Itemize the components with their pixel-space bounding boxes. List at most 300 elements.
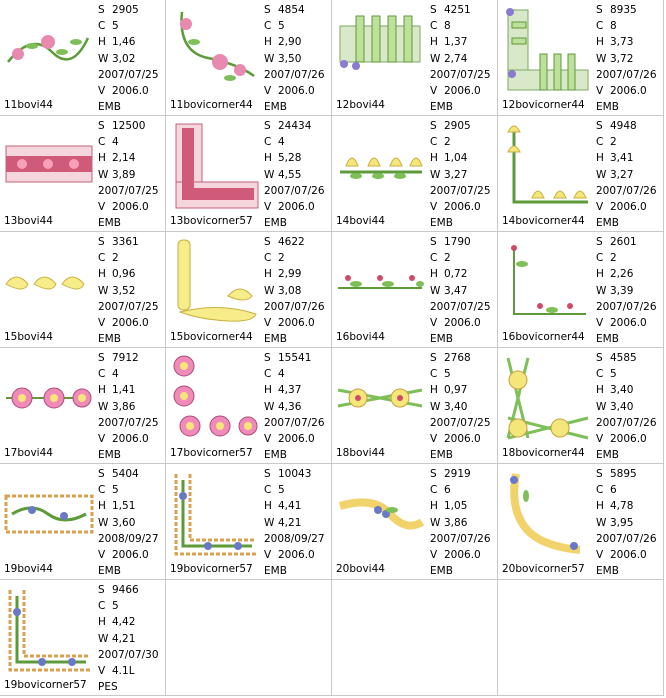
info-height [264, 498, 325, 514]
info-date [98, 647, 159, 663]
info-value: 2006.0 [112, 316, 149, 329]
info-value: 5 [610, 368, 617, 381]
info-colors [596, 366, 657, 382]
info-format [430, 447, 491, 463]
design-thumbnail[interactable] [2, 234, 94, 326]
info-colors [596, 134, 657, 150]
info-key: V [264, 200, 272, 213]
design-info [98, 118, 159, 231]
info-value: 5 [278, 484, 285, 497]
info-key: C [596, 252, 604, 265]
info-key: H [264, 384, 272, 397]
design-filename: 19bovicorner57 [4, 679, 87, 691]
design-thumbnail[interactable] [500, 466, 592, 558]
design-cell[interactable] [166, 348, 332, 464]
info-key: H [430, 500, 438, 513]
info-colors [98, 482, 159, 498]
info-value: 4622 [278, 236, 305, 248]
info-key: V [430, 200, 438, 213]
design-cell[interactable] [0, 116, 166, 232]
info-date [264, 531, 325, 547]
design-info [430, 234, 491, 347]
design-cell[interactable] [166, 116, 332, 232]
info-key: C [98, 136, 106, 149]
design-filename: 13bovicorner57 [170, 215, 253, 227]
info-key: H [264, 268, 272, 281]
info-version [98, 83, 159, 99]
info-value: 4,21 [278, 516, 302, 529]
design-thumbnail[interactable] [168, 234, 260, 326]
info-key: V [98, 548, 106, 561]
info-value: 2 [444, 136, 451, 149]
info-value: EMB [596, 101, 619, 114]
info-key: W [430, 52, 441, 65]
design-info [98, 350, 159, 463]
design-info [98, 2, 159, 115]
info-height [596, 34, 657, 50]
design-cell[interactable] [166, 0, 332, 116]
design-info [596, 2, 657, 115]
info-key: W [596, 284, 607, 297]
info-value: 3,73 [610, 36, 634, 49]
info-value: 2006.0 [444, 316, 481, 329]
info-colors [98, 18, 159, 34]
info-key: C [430, 368, 438, 381]
info-key: S [596, 468, 603, 480]
info-value: 3,40 [610, 400, 634, 413]
design-info [596, 350, 657, 463]
info-key: W [430, 516, 441, 529]
info-colors [430, 134, 491, 150]
info-value: 2006.0 [112, 432, 149, 445]
info-value: 2 [278, 252, 285, 265]
info-value: 3,41 [610, 152, 634, 165]
info-key: V [98, 316, 106, 329]
info-date [596, 415, 657, 431]
info-key: W [596, 168, 607, 181]
info-value: 2 [112, 252, 119, 265]
design-thumbnail[interactable] [334, 234, 426, 326]
info-key: W [596, 52, 607, 65]
info-width [430, 283, 491, 299]
design-cell[interactable] [332, 232, 498, 348]
info-version [596, 199, 657, 215]
info-key: V [596, 548, 604, 561]
info-value: 2006.0 [278, 548, 315, 561]
info-value: 2006.0 [278, 432, 315, 445]
info-stitches [430, 234, 491, 250]
info-format [98, 215, 159, 231]
info-value: 1,37 [444, 36, 468, 49]
design-info [596, 234, 657, 347]
design-cell[interactable] [0, 0, 166, 116]
design-thumbnail[interactable] [2, 118, 94, 210]
info-key: S [264, 468, 271, 480]
info-value: 4,21 [112, 632, 136, 645]
info-date [596, 299, 657, 315]
info-key: H [596, 500, 604, 513]
info-key: H [98, 500, 106, 513]
info-colors [430, 250, 491, 266]
info-colors [98, 250, 159, 266]
info-key: V [264, 548, 272, 561]
info-key: V [430, 548, 438, 561]
design-thumbnail[interactable] [500, 350, 592, 442]
info-stitches [430, 466, 491, 482]
info-date [430, 299, 491, 315]
design-thumbnail[interactable] [2, 2, 94, 94]
info-key: H [596, 268, 604, 281]
design-info [430, 466, 491, 579]
info-value: 2919 [444, 468, 471, 480]
info-key: H [264, 152, 272, 165]
design-info [264, 118, 325, 231]
info-stitches [430, 2, 491, 18]
info-value: 2006.0 [444, 84, 481, 97]
design-cell[interactable] [166, 464, 332, 580]
info-colors [264, 366, 325, 382]
design-cell[interactable] [332, 116, 498, 232]
info-value: 2905 [112, 4, 139, 16]
info-value: EMB [264, 565, 287, 578]
design-cell[interactable] [498, 0, 664, 116]
info-height [98, 34, 159, 50]
design-cell[interactable] [498, 116, 664, 232]
design-filename: 20bovi44 [336, 563, 385, 575]
info-value: 2007/07/25 [98, 184, 159, 197]
info-value: 4 [278, 136, 285, 149]
info-key: C [98, 484, 106, 497]
info-version [98, 199, 159, 215]
info-key: C [596, 136, 604, 149]
info-value: 4,42 [112, 616, 136, 629]
design-thumbnail[interactable] [334, 466, 426, 558]
info-value: 6 [610, 484, 617, 497]
info-value: 2006.0 [610, 84, 647, 97]
info-colors [430, 18, 491, 34]
info-value: 2006.0 [444, 548, 481, 561]
info-format [264, 331, 325, 347]
info-colors [264, 482, 325, 498]
info-value: EMB [430, 101, 453, 114]
info-key: V [596, 432, 604, 445]
info-date [430, 531, 491, 547]
info-key: V [596, 200, 604, 213]
info-value: 2006.0 [444, 200, 481, 213]
info-key: W [264, 400, 275, 413]
info-value: EMB [596, 217, 619, 230]
info-key: W [98, 52, 109, 65]
info-value: 5 [112, 600, 119, 613]
info-key: C [98, 20, 106, 33]
info-version [430, 83, 491, 99]
info-format [596, 215, 657, 231]
design-thumbnail[interactable] [334, 350, 426, 442]
info-value: 2006.0 [112, 200, 149, 213]
info-height [98, 382, 159, 398]
info-height [264, 150, 325, 166]
design-info [596, 118, 657, 231]
info-format [98, 563, 159, 579]
info-key: W [98, 168, 109, 181]
info-value: 3361 [112, 236, 139, 248]
info-value: 2,99 [278, 268, 302, 281]
info-stitches [98, 582, 159, 598]
design-thumbnail[interactable] [500, 2, 592, 94]
info-width [98, 399, 159, 415]
design-thumbnail[interactable] [500, 234, 592, 326]
info-value: 1,05 [444, 500, 468, 513]
info-colors [430, 366, 491, 382]
design-filename: 17bovicorner57 [170, 447, 253, 459]
info-height [98, 614, 159, 630]
design-info [264, 234, 325, 347]
design-info [98, 234, 159, 347]
info-value: 0,72 [444, 268, 468, 281]
design-filename: 16bovi44 [336, 331, 385, 343]
info-value: EMB [264, 101, 287, 114]
info-value: 2,14 [112, 152, 136, 165]
info-stitches [596, 466, 657, 482]
info-key: C [264, 484, 272, 497]
info-value: EMB [264, 449, 287, 462]
info-key: W [98, 516, 109, 529]
info-height [98, 498, 159, 514]
design-thumbnail[interactable] [2, 350, 94, 442]
info-key: H [596, 36, 604, 49]
design-filename: 18bovi44 [336, 447, 385, 459]
info-key: H [98, 268, 106, 281]
info-height [430, 34, 491, 50]
info-value: 2 [610, 136, 617, 149]
info-value: 2007/07/26 [596, 416, 657, 429]
info-version [98, 315, 159, 331]
info-key: W [264, 516, 275, 529]
info-value: 12500 [112, 120, 146, 132]
info-date [430, 183, 491, 199]
info-height [596, 266, 657, 282]
info-value: 3,50 [278, 52, 302, 65]
design-cell[interactable] [0, 348, 166, 464]
design-thumbnail[interactable] [168, 118, 260, 210]
design-filename: 19bovicorner57 [170, 563, 253, 575]
design-cell[interactable] [498, 464, 664, 580]
info-value: 24434 [278, 120, 312, 132]
design-thumbnail[interactable] [334, 2, 426, 94]
design-cell[interactable] [0, 580, 166, 696]
design-filename: 11bovicorner44 [170, 99, 253, 111]
info-version [264, 431, 325, 447]
design-cell[interactable] [0, 464, 166, 580]
info-key: H [430, 384, 438, 397]
info-width [98, 51, 159, 67]
info-colors [264, 18, 325, 34]
info-key: W [430, 168, 441, 181]
info-value: 3,40 [444, 400, 468, 413]
info-version [264, 315, 325, 331]
info-width [264, 51, 325, 67]
info-key: V [98, 84, 106, 97]
info-version [264, 547, 325, 563]
info-stitches [430, 350, 491, 366]
info-value: 2007/07/26 [596, 532, 657, 545]
info-value: 8 [610, 20, 617, 33]
info-key: S [264, 120, 271, 132]
info-stitches [98, 466, 159, 482]
info-key: C [430, 252, 438, 265]
info-date [98, 531, 159, 547]
info-version [264, 83, 325, 99]
info-value: 4854 [278, 4, 305, 16]
info-date [596, 531, 657, 547]
info-version [596, 315, 657, 331]
design-cell[interactable] [0, 232, 166, 348]
design-thumbnail[interactable] [500, 118, 592, 210]
info-key: V [98, 664, 106, 677]
info-stitches [596, 234, 657, 250]
info-colors [264, 134, 325, 150]
info-colors [264, 250, 325, 266]
info-key: S [98, 236, 105, 248]
info-stitches [430, 118, 491, 134]
design-thumbnail[interactable] [2, 466, 94, 558]
design-cell[interactable] [498, 232, 664, 348]
info-value: 4 [112, 368, 119, 381]
info-value: 2 [610, 252, 617, 265]
design-thumbnail[interactable] [168, 2, 260, 94]
info-width [264, 283, 325, 299]
info-key: C [98, 252, 106, 265]
info-value: 2006.0 [610, 432, 647, 445]
info-height [596, 382, 657, 398]
info-key: H [98, 616, 106, 629]
info-colors [98, 366, 159, 382]
info-width [596, 51, 657, 67]
info-key: C [264, 252, 272, 265]
info-value: 3,02 [112, 52, 136, 65]
info-value: 2008/09/27 [264, 532, 325, 545]
info-value: 2007/07/25 [98, 300, 159, 313]
design-thumbnail[interactable] [168, 466, 260, 558]
info-value: EMB [98, 449, 121, 462]
info-value: 2,26 [610, 268, 634, 281]
info-value: EMB [430, 217, 453, 230]
info-date [596, 67, 657, 83]
info-value: 2 [444, 252, 451, 265]
info-key: V [596, 84, 604, 97]
info-key: H [264, 36, 272, 49]
info-value: 2007/07/26 [264, 68, 325, 81]
info-version [596, 83, 657, 99]
info-key: W [98, 632, 109, 645]
info-format [430, 99, 491, 115]
info-width [264, 167, 325, 183]
info-stitches [98, 118, 159, 134]
info-value: 5 [444, 368, 451, 381]
info-key: W [596, 400, 607, 413]
design-cell[interactable] [332, 0, 498, 116]
info-format [430, 331, 491, 347]
info-height [596, 498, 657, 514]
info-value: 4585 [610, 352, 637, 364]
info-format [264, 447, 325, 463]
info-value: 2006.0 [610, 548, 647, 561]
info-value: 10043 [278, 468, 312, 480]
info-value: 5895 [610, 468, 637, 480]
info-value: EMB [98, 101, 121, 114]
info-date [98, 299, 159, 315]
info-value: 2007/07/25 [430, 184, 491, 197]
info-date [430, 67, 491, 83]
info-stitches [264, 118, 325, 134]
info-value: 5404 [112, 468, 139, 480]
design-thumbnail[interactable] [168, 350, 260, 442]
info-date [264, 183, 325, 199]
design-cell[interactable] [332, 348, 498, 464]
info-value: 1,41 [112, 384, 136, 397]
info-value: 2006.0 [444, 432, 481, 445]
info-width [98, 167, 159, 183]
info-key: V [430, 432, 438, 445]
info-date [98, 67, 159, 83]
info-date [264, 299, 325, 315]
info-height [264, 382, 325, 398]
design-filename: 13bovi44 [4, 215, 53, 227]
info-value: 4,36 [278, 400, 302, 413]
design-cell[interactable] [498, 348, 664, 464]
info-key: V [98, 200, 106, 213]
info-format [98, 447, 159, 463]
info-key: H [430, 36, 438, 49]
info-format [264, 99, 325, 115]
design-thumbnail[interactable] [334, 118, 426, 210]
info-format [430, 563, 491, 579]
info-height [98, 150, 159, 166]
info-format [430, 215, 491, 231]
info-key: V [430, 84, 438, 97]
info-value: 5 [112, 20, 119, 33]
info-version [98, 547, 159, 563]
design-filename: 16bovicorner44 [502, 331, 585, 343]
design-thumbnail[interactable] [2, 582, 94, 674]
info-version [430, 199, 491, 215]
info-date [98, 183, 159, 199]
info-key: S [264, 352, 271, 364]
info-value: EMB [264, 217, 287, 230]
info-value: 6 [444, 484, 451, 497]
info-value: 2006.0 [112, 548, 149, 561]
info-key: W [98, 284, 109, 297]
info-colors [596, 250, 657, 266]
info-value: 3,60 [112, 516, 136, 529]
info-stitches [264, 234, 325, 250]
info-value: EMB [596, 333, 619, 346]
info-key: W [264, 284, 275, 297]
design-cell[interactable] [166, 232, 332, 348]
info-value: 0,97 [444, 384, 468, 397]
info-value: 4,55 [278, 168, 302, 181]
info-value: 2006.0 [112, 84, 149, 97]
info-value: 2007/07/26 [596, 68, 657, 81]
info-value: 4,41 [278, 500, 302, 513]
info-value: 2007/07/26 [596, 184, 657, 197]
info-value: EMB [430, 333, 453, 346]
design-info [98, 466, 159, 579]
info-value: 2007/07/25 [430, 416, 491, 429]
info-value: 2007/07/25 [430, 68, 491, 81]
design-cell[interactable] [332, 464, 498, 580]
info-width [596, 399, 657, 415]
